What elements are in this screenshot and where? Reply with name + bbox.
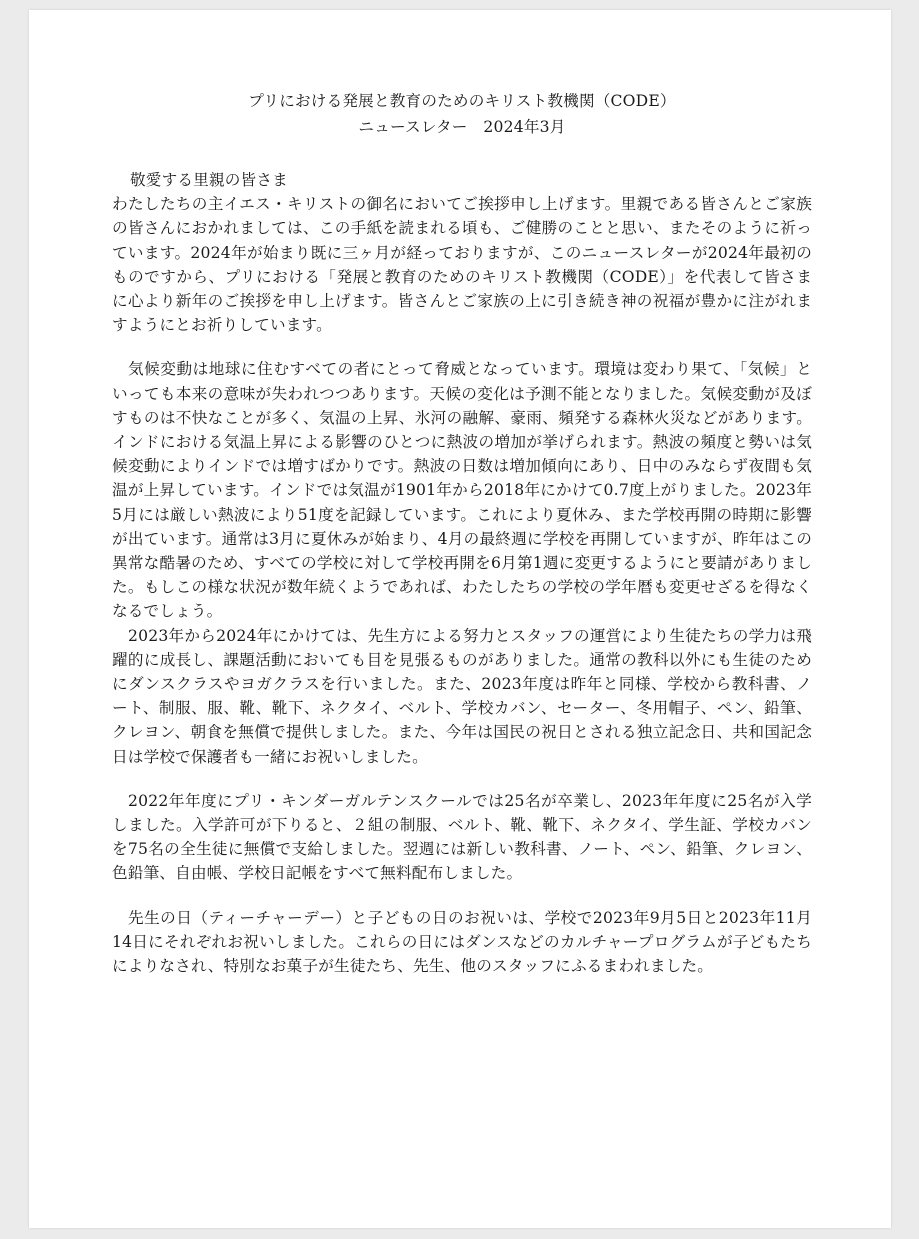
paragraph-school-year: 2023年から2024年にかけては、先生方による努力とスタッフの運営により生徒たちの学力は飛躍的に成長し、課題活動においても目を見張るものがありました。通常の教科以外にも生徒のためにダンスクラスやヨガクラスを行いました。また、2023年度は昨年と同様、学校から教科書、ノート、制服、服、靴、靴下、ネクタイ、ベルト、学校カバン、セーター、冬用帽子、ペン、鉛筆、クレヨン、朝食を無償で提供しました。また、今年は国民の祝日とされる独立記念日、共和国記念日は学校で保護者も一緒にお祝いしました。	[112, 626, 812, 766]
paragraph-celebrations: 先生の日（ティーチャーデー）と子どもの日のお祝いは、学校で2023年9月5日と2023年11月14日にそれぞれお祝いしました。これらの日にはダンスなどのカルチャープログラムが子どもたちによりなされ、特別なお菓子が生徒たち、先生、他のスタッフにふるまわれました。	[112, 908, 812, 976]
newsletter-body	[112, 88, 812, 978]
newsletter-title	[112, 88, 812, 140]
title-organization: プリにおける発展と教育のためのキリスト教機関（CODE）	[248, 92, 676, 110]
paragraph-greeting: わたしたちの主イエス・キリストの御名においてご挨拶申し上げます。里親である皆さんとご家族の皆さんにおかれましては、この手紙を読まれる頃も、ご健勝のことと思い、またそのように祈っています。2024年が始まり既に三ヶ月が経っておりますが、このニュースレターが2024年最初のものですから、プリにおける「発展と教育のためのキリスト教機関（CODE）」を代表して皆さまに心より新年のご挨拶を申し上げます。皆さんとご家族の上に引き続き神の祝福が豊かに注がれますようにとお祈りしています。	[112, 195, 812, 335]
salutation: 敬愛する里親の皆さま	[130, 171, 288, 189]
document-page	[29, 10, 891, 1228]
paragraph-kindergarten: 2022年年度にプリ・キンダーガルテンスクールでは25名が卒業し、2023年年度に25名が入学しました。入学許可が下りると、２組の制服、ベルト、靴、靴下、ネクタイ、学生証、学校カバンを75名の全生徒に無償で支給しました。翌週には新しい教科書、ノート、ペン、鉛筆、クレヨン、色鉛筆、自由帳、学校日記帳をすべて無料配布しました。	[112, 791, 812, 883]
paragraph-climate: 気候変動は地球に住むすべての者にとって脅威となっています。環境は変わり果て、「気候」といっても本来の意味が失われつつあります。天候の変化は予測不能となりました。気候変動が及ぼすものは不快なことが多く、気温の上昇、氷河の融解、豪雨、頻発する森林火災などがあります。インドにおける気温上昇による影響のひとつに熱波の増加が挙げられます。熱波の頻度と勢いは気候変動によりインドでは増すばかりです。熱波の日数は増加傾向にあり、日中のみならず夜間も気温が上昇しています。インドでは気温が1901年から2018年にかけて0.7度上がりました。2023年5月には厳しい熱波により51度を記録しています。これにより夏休み、また学校再開の時期に影響が出ています。通常は3月に夏休みが始まり、4月の最終週に学校を再開していますが、昨年はこの異常な酷暑のため、すべての学校に対して学校再開を6月第1週に変更するようにと要請がありました。もしこの様な状況が数年続くようであれば、わたしたちの学校の学年暦も変更せざるを得なくなるでしょう。	[112, 360, 812, 621]
title-issue: ニュースレター 2024年3月	[358, 118, 566, 136]
